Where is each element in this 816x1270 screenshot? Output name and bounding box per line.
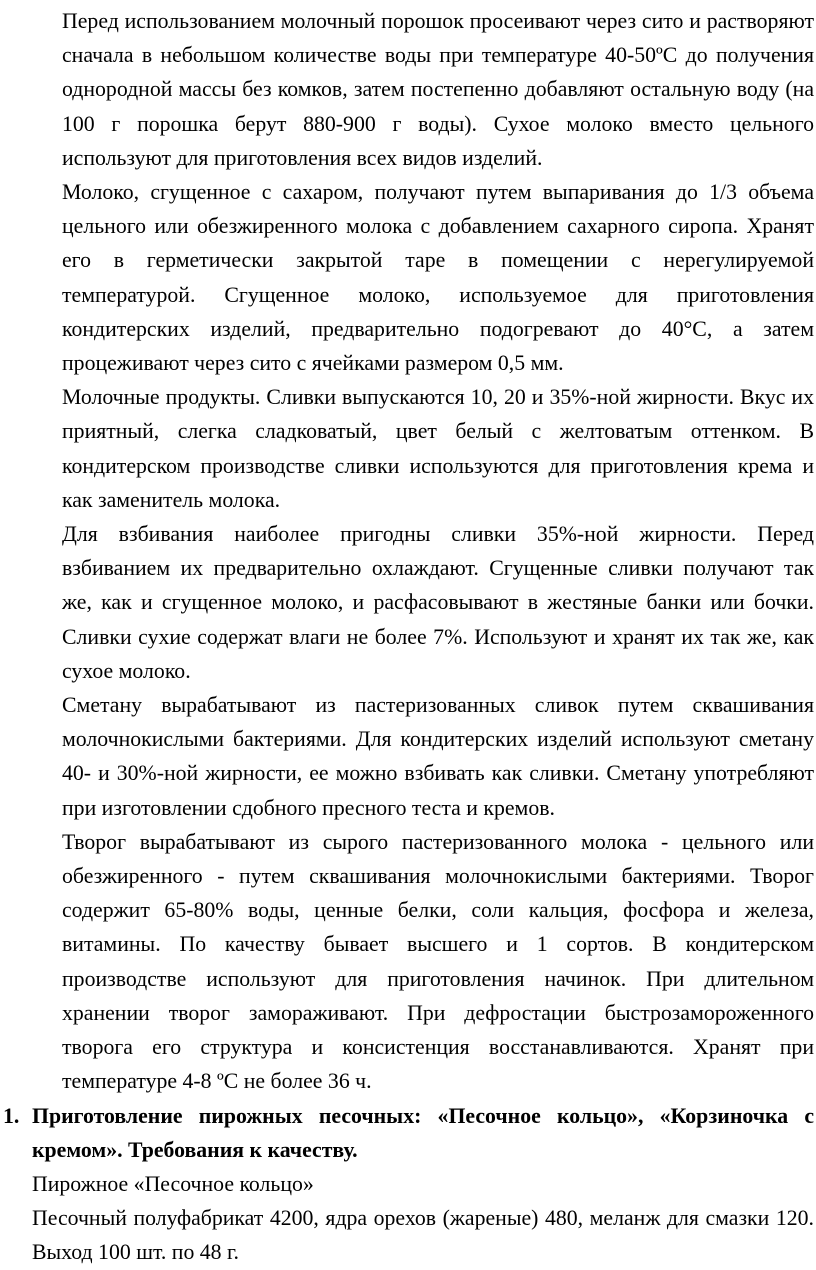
section-title: Приготовление пирожных песочных: «Песочное кольцо», «Корзиночка с кремом». Требования к качеству.	[32, 1103, 814, 1162]
paragraph-dry-milk: Перед использованием молочный порошок просеивают через сито и растворяют сначала в небольшом количестве воды при температуре 40-50ºС до получения однородной массы без комков, затем постепенно добавляют остальную воду (на 100 г порошка берут 880-900 г воды). Сухое молоко вместо цельного используют для приготовления всех видов изделий.	[62, 9, 814, 170]
subtitle: Пирожное «Песочное кольцо»	[32, 1171, 314, 1196]
document-page	[3, 4, 814, 1270]
paragraph-sour-cream: Сметану вырабатывают из пастеризованных сливок путем сквашивания молочнокислыми бактериями. Для кондитерских изделий используют сметану 40- и 30%-ной жирности, ее можно взбивать как сливки. Сметану употребляют при изготовлении сдобного пресного теста и кремов.	[62, 693, 814, 820]
recipe-text: Песочный полуфабрикат 4200, ядра орехов (жареные) 480, меланж для смазки 120. Выход 100 шт. по 48 г.	[32, 1206, 814, 1265]
paragraph-condensed-milk: Молоко, сгущенное с сахаром, получают путем выпаривания до 1/3 объема цельного или обезжиренного молока с добавлением сахарного сиропа. Хранят его в герметически закрытой таре в помещении с нерегулируемой температурой. Сгущенное молоко, используемое для приготовления кондитерских изделий, предварительно подогревают до 40°С, а затем процеживают через сито с ячейками размером 0,5 мм.	[62, 180, 814, 376]
section-number: 1.	[3, 1103, 20, 1128]
paragraph-whipping-cream: Для взбивания наиболее пригодны сливки 35%-ной жирности. Перед взбиванием их предварительно охлаждают. Сгущенные сливки получают так же, как и сгущенное молоко, и расфасовывают в жестяные банки или бочки. Сливки сухие содержат влаги не более 7%. Используют и хранят их так же, как сухое молоко.	[62, 522, 814, 683]
paragraph-cottage-cheese: Творог вырабатывают из сырого пастеризованного молока - цельного или обезжиренного - путем сквашивания молочнокислыми бактериями. Творог содержит 65-80% воды, ценные белки, соли кальция, фосфора и железа, витамины. По качеству бывает высшего и 1 сортов. В кондитерском производстве используют для приготовления начинок. При длительном хранении творог замораживают. При дефростации быстрозамороженного творога его структура и консистенция восстанавливаются. Хранят при температуре 4-8 ºС не более 36 ч.	[62, 829, 814, 1094]
section-heading	[3, 1099, 814, 1167]
paragraph-cream: Молочные продукты. Сливки выпускаются 10, 20 и 35%-ной жирности. Вкус их приятный, слегка сладковатый, цвет белый с желтоватым оттенком. В кондитерском производстве сливки используются для приготовления крема и как заменитель молока.	[62, 385, 814, 512]
